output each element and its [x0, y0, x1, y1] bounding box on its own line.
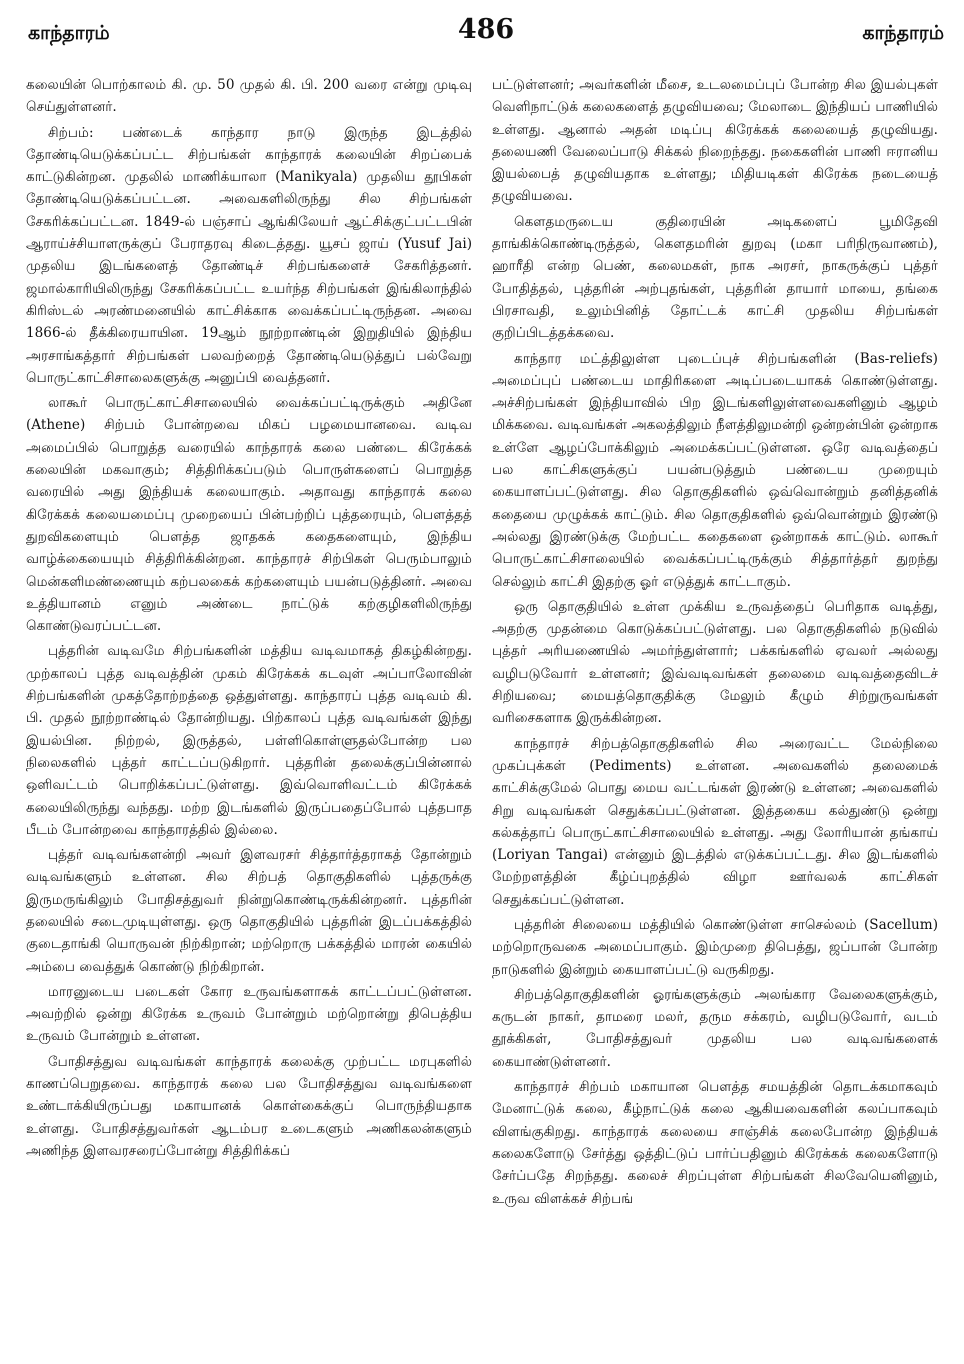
paragraph: புத்தரின் வடிவமே சிற்பங்களின் மத்திய வடிவமாகத் திகழ்கின்றது. முற்காலப் புத்த வடிவத்தின் முகம் கிரேக்கக் கடவுள் அப்பாலோவின் சிற்பங்களின் முகத்தோற்றத்தை ஒத்துள்ளது. காந்தாரப் புத்த வடிவம் கி. பி. முதல் நூற்றாண்டில் தோன்றியது. பிற்காலப் புத்த வடிவங்கள் இந்து இயல்பின. நிற்றல், இருத்தல், பள்ளிகொள்ளுதல்போன்ற பல நிலைகளில் புத்தர் காட்டப்படுகிறார். புத்தரின் தலைக்குப்பின்னால் ஒளிவட்டம் பொறிக்கப்பட்டுள்ளது. இவ்வொளிவட்டம் கிரேக்கக் கலையிலிருந்து வந்தது. மற்ற இடங்களில் இருப்பதைப்போல் புத்தபாத பீடம் போன்றவை காந்தாரத்தில் இல்லை. — [26, 643, 472, 838]
paragraph: புத்தரின் சிலையை மத்தியில் கொண்டுள்ள சாசெல்லம் (Sacellum) மற்றொருவகை அமைப்பாகும். இம்முறை திபெத்து, ஜப்பான் போன்ற நாடுகளில் இன்றும் கையாளப்பட்டு வருகிறது. — [492, 916, 938, 978]
paragraph: கலையின் பொற்காலம் கி. மு. 50 முதல் கி. பி. 200 வரை என்று முடிவு செய்துள்ளனர். — [26, 77, 472, 116]
paragraph: புத்தர் வடிவங்களன்றி அவர் இளவரசர் சித்தார்த்தராகத் தோன்றும் வடிவங்களும் உள்ளன. சில சிற்பத் தொகுதிகளில் புத்தருக்கு இருமருங்கிலும் போதிசத்துவர் நின்றுகொண்டிருக்கின்றனர். புத்தரின் தலையில் சடைமுடியுள்ளது. ஒரு தொகுதியில் புத்தரின் இடப்பக்கத்தில் குடைதாங்கி யொருவன் நிற்கிறான்; மற்றொரு பக்கத்தில் மாரன் கையில் அம்பை வைத்துக் கொண்டு நிற்கிறான். — [26, 847, 472, 975]
paragraph: லாகூர் பொருட்காட்சிசாலையில் வைக்கப்பட்டிருக்கும் அதினே (Athene) சிற்பம் போன்றவை மிகப் பழமையானவை. வடிவ அமைப்பில் பொறுத்த வரையில் காந்தாரக் கலை பண்டை கிரேக்கக் கலையின் மகவாகும்; சித்திரிக்கப்படும் பொருள்களைப் பொறுத்த வரையில் அது இந்தியக் கலையாகும். அதாவது காந்தாரக் கலை கிரேக்கக் கலையமைப்பு முறையைப் பின்பற்றிப் புத்தரையும், பௌத்தத் துறவிகளையும் பௌத்த ஜாதகக் கதைகளையும், இந்திய வாழ்க்கையையும் சித்திரிக்கின்றன. காந்தாரச் சிற்பிகள் பெரும்பாலும் மென்களிமண்ணையும் கற்பலகைக் கற்களையும் பயன்படுத்தினர். அவை உத்தியானம் எனும் அண்டை நாட்டுக் கற்குழிகளிலிருந்து கொண்டுவரப்பட்டன. — [26, 395, 472, 635]
left-column — [26, 74, 472, 1356]
paragraph: மாரனுடைய படைகள் கோர உருவங்களாகக் காட்டப்பட்டுள்ளன. அவற்றில் ஒன்று கிரேக்க உருவம் போன்றும் மற்றொன்று திபெத்திய உருவம் போன்றும் உள்ளன. — [26, 983, 472, 1045]
paragraph: காந்தாரச் சிற்பம் மகாயான பௌத்த சமயத்தின் தொடக்கமாகவும் மேனாட்டுக் கலை, கீழ்நாட்டுக் கலை ஆகியவைகளின் கலப்பாகவும் விளங்குகிறது. காந்தாரக் கலையை சாஞ்சிக் கலைபோன்ற இந்தியக் கலைகளோடு சேர்த்து ஒத்திட்டுப் பார்ப்பதினும் கிரேக்கக் கலைகளோடு சேர்ப்பதே சிறந்தது. கலைச் சிறப்புள்ள சிற்பங்கள் சிலவேயெனினும், உருவ விளக்கச் சிற்பங் — [492, 1079, 938, 1207]
paragraph: ஒரு தொகுதியில் உள்ள முக்கிய உருவத்தைப் பெரிதாக வடித்து, அதற்கு முதன்மை கொடுக்கப்பட்டுள்ளது. பல தொகுதிகளில் நடுவில் புத்தர் அரியணையில் அமர்ந்துள்ளார்; பக்கங்களில் ஏவலர் அல்லது வழிபடுவோர் உள்ளனர்; இவ்வடிவங்கள் தலைமை வடிவத்தைவிடச் சிறியவை; மையத்தொகுதிக்கு மேலும் கீழும் சிற்றுருவங்கள் வரிசைகளாக இருக்கின்றன. — [492, 598, 938, 727]
right-column — [492, 74, 938, 1356]
paragraph: சிற்பத்தொகுதிகளின் ஓரங்களுக்கும் அலங்கார வேலைகளுக்கும், கருடன் நாகர், தாமரை மலர், தரும சக்கரம், வழிபடுவோர், வடம் தூக்கிகள், போதிசத்துவர் முதலிய பல வடிவங்களைக் கையாண்டுள்ளனர். — [492, 986, 938, 1070]
paragraph: பட்டுள்ளனர்; அவர்களின் மீசை, உடலமைப்புப் போன்ற சில இயல்புகள் வெளிநாட்டுக் கலைகளைத் தழுவியவை; மேலாடை இந்தியப் பாணியில் உள்ளது. ஆனால் அதன் மடிப்பு கிரேக்கக் கலையைத் தழுவியது. தலையணி வேலைப்பாடு சிக்கல் நிறைந்தது. நகைகளின் பாணி ஈரானிய இயல்பைத் தழுவியதாக உள்ளது; மிதியடிகள் கிரேக்க நடையைத் தழுவியவை. — [492, 77, 938, 205]
page-header — [28, 8, 944, 60]
paragraph: காந்தாரச் சிற்பத்தொகுதிகளில் சில அரைவட்ட மேல்நிலை முகப்புக்கள் (Pediments) உள்ளன. அவைகளில் தலைமைக் காட்சிக்குமேல் பொது மைய வட்டங்கள் இரண்டு உள்ளன; அவைகளில் சிறு வடிவங்கள் செதுக்கப்பட்டுள்ளன. இத்தகைய கல்துண்டு ஒன்று கல்கத்தாப் பொருட்காட்சிசாலையில் உள்ளது. அது லோரியான் தங்காய் (Loriyan Tangai) என்னும் இடத்தில் எடுக்கப்பட்டது. சில இடங்களில் மேற்றளத்தின் கீழ்ப்புறத்தில் விழா ஊர்வலக் காட்சிகள் செதுக்கப்பட்டுள்ளன. — [492, 735, 938, 908]
running-head-right: காந்தாரம் — [862, 22, 944, 44]
running-head-left: காந்தாரம் — [28, 22, 110, 44]
paragraph: போதிசத்துவ வடிவங்கள் காந்தாரக் கலைக்கு முற்பட்ட மரபுகளில் காணப்பெறுதவை. காந்தாரக் கலை பல போதிசத்துவ வடிவங்களை உண்டாக்கியிருப்பது மகாயானக் கொள்கைக்குப் பொருந்தியதாக உள்ளது. போதிசத்துவர்கள் ஆடம்பர உடைகளும் அணிகலன்களும் அணிந்த இளவரசரைப்போன்று சித்திரிக்கப் — [26, 1053, 472, 1159]
paragraph: காந்தார மட்த்திலுள்ள புடைப்புச் சிற்பங்களின் (Bas-reliefs) அமைப்புப் பண்டைய மாதிரிகளை அடிப்படையாகக் கொண்டுள்ளது. அச்சிற்பங்கள் இந்தியாவில் பிற இடங்களிலுள்ளவைகளினும் ஆழம் மிக்கவை. வடிவங்கள் அகலத்திலும் நீளத்திலுமன்றி ஒன்றன்பின் ஒன்றாக உள்ளே ஆழப்போக்கிலும் அமைக்கப்பட்டுள்ளன. ஒரே வடிவத்தைப் பல காட்சிகளுக்குப் பயன்படுத்தும் பண்டைய முறையும் கையாளப்பட்டுள்ளது. சில தொகுதிகளில் ஒவ்வொன்றும் தனித்தனிக் கதையை முழுக்கக் காட்டும். சில தொகுதிகளில் ஒவ்வொன்றும் இரண்டு அல்லது இரண்டுக்கு மேற்பட்ட கதைகளை ஒன்றாகக் காட்டும். லாகூர் பொருட்காட்சிசாலையில் வைக்கப்பட்டிருக்கும் சித்தார்த்தர் துறந்து செல்லும் காட்சி இதற்கு ஓர் எடுத்துக் காட்டாகும். — [492, 350, 938, 590]
paragraph: கௌதமருடைய குதிரையின் அடிகளைப் பூமிதேவி தாங்கிக்கொண்டிருத்தல், கௌதமரின் துறவு (மகா பரிநிருவாணம்), ஹாரீதி என்ற பெண், கலைமகள், நாக அரசர், நாகருக்குப் புத்தர் போதித்தல், புத்தரின் அற்புதங்கள், புத்தரின் தாயார் மாயை, தங்கை பிரசாவதி, உலும்பினித் தோட்டக் காட்சி முதலிய சிற்பங்கள் குறிப்பிடத்தக்கவை. — [492, 213, 938, 342]
page-number: 486 — [457, 14, 515, 45]
paragraph: சிற்பம்: பண்டைக் காந்தார நாடு இருந்த இடத்தில் தோண்டியெடுக்கப்பட்ட சிற்பங்கள் காந்தாரக் கலையின் சிறப்பைக் காட்டுகின்றன. முதலில் மாணிக்யாலா (Manikyala) முதலிய தூபிகள் தோண்டியெடுக்கப்பட்டன. அவைகளிலிருந்து சில சிற்பங்கள் சேகரிக்கப்பட்டன. 1849-ல் பஞ்சாப் ஆங்கிலேயர் ஆட்சிக்குட்பட்டபின் ஆராய்ச்சியாளருக்குப் பேராதரவு கிடைத்தது. யூசப் ஜாய் (Yusuf Jai) முதலிய இடங்களைத் தோண்டிச் சிற்பங்களைச் சேகரித்தனர். ஜமால்காரியிலிருந்து சேகரிக்கப்பட்ட உயர்ந்த சிற்பங்கள் இங்கிலாந்தில் கிரிஸ்டல் அரண்மனையில் காட்சிக்காக வைக்கப்பட்டிருந்தன. அவை 1866-ல் தீக்கிரையாயின. 19ஆம் நூற்றாண்டின் இறுதியில் இந்திய அரசாங்கத்தார் சிற்பங்கள் பலவற்றைத் தோண்டியெடுத்துப் பல்வேறு பொருட்காட்சிசாலைகளுக்கு அனுப்பி வைத்தனர். — [26, 124, 472, 386]
